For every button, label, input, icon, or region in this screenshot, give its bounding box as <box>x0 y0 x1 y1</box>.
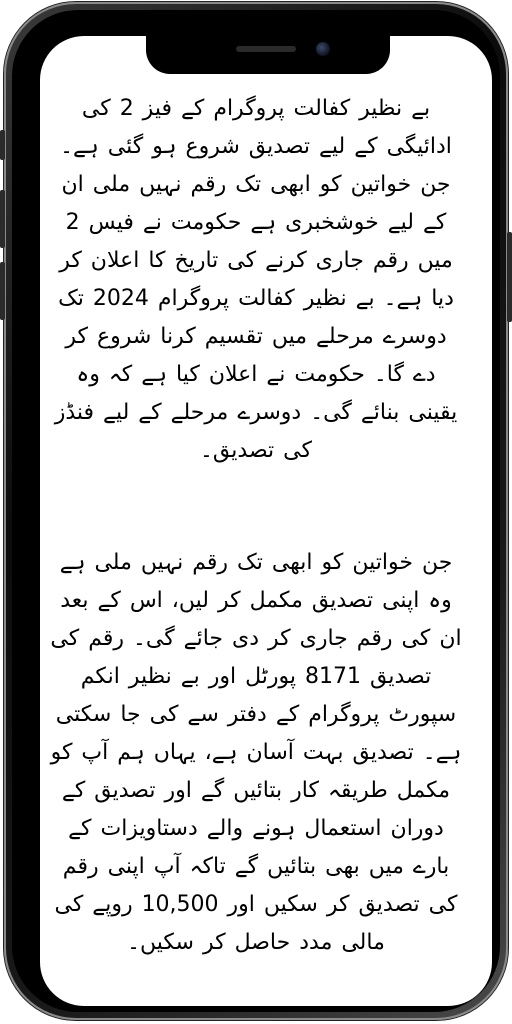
power-button <box>507 232 512 322</box>
earpiece-speaker <box>236 46 296 52</box>
phone-notch <box>146 34 390 74</box>
volume-up-button <box>0 190 5 248</box>
article-paragraph: بے نظیر کفالت پروگرام کے فیز 2 کی ادائیگی کے لیے تصدیق شروع ہو گئی ہے۔ جن خواتین کو ابھی تک رقم نہیں ملی ان کے لیے خوشخبری ہے حکومت نے فیس 2 میں رقم جاری کرنے کی تاریخ کا اعلان کر دیا ہے۔ بے نظیر کفالت پروگرام 2024 تک دوسرے مرحلے میں تقسیم کرنا شروع کر دے گا۔ حکومت نے اعلان کیا ہے کہ وہ یقینی بنائے گی۔ دوسرے مرحلے کے لیے فنڈز کی تصدیق۔ <box>54 96 458 463</box>
mute-switch <box>0 130 5 160</box>
article-paragraph: جن خواتین کو ابھی تک رقم نہیں ملی ہے وہ اپنی تصدیق مکمل کر لیں، اس کے بعد ان کی رقم جاری کر دی جائے گی۔ رقم کی تصدیق 8171 پورٹل اور بے نظیر انکم سپورٹ پروگرام کے دفتر سے کی جا سکتی ہے۔ تصدیق بہت آسان ہے، یہاں ہم آپ کو مکمل طریقہ کار بتائیں گے اور تصدیق کے دوران استعمال ہونے والے دستاویزات کے بارے میں بھی بتائیں گے تاکہ آپ اپنی رقم کی تصدیق کر سکیں اور 10,500 روپے کی مالی مدد حاصل کر سکیں۔ <box>50 550 462 955</box>
front-camera-icon <box>316 42 330 56</box>
article-content <box>50 90 462 962</box>
volume-down-button <box>0 262 5 320</box>
